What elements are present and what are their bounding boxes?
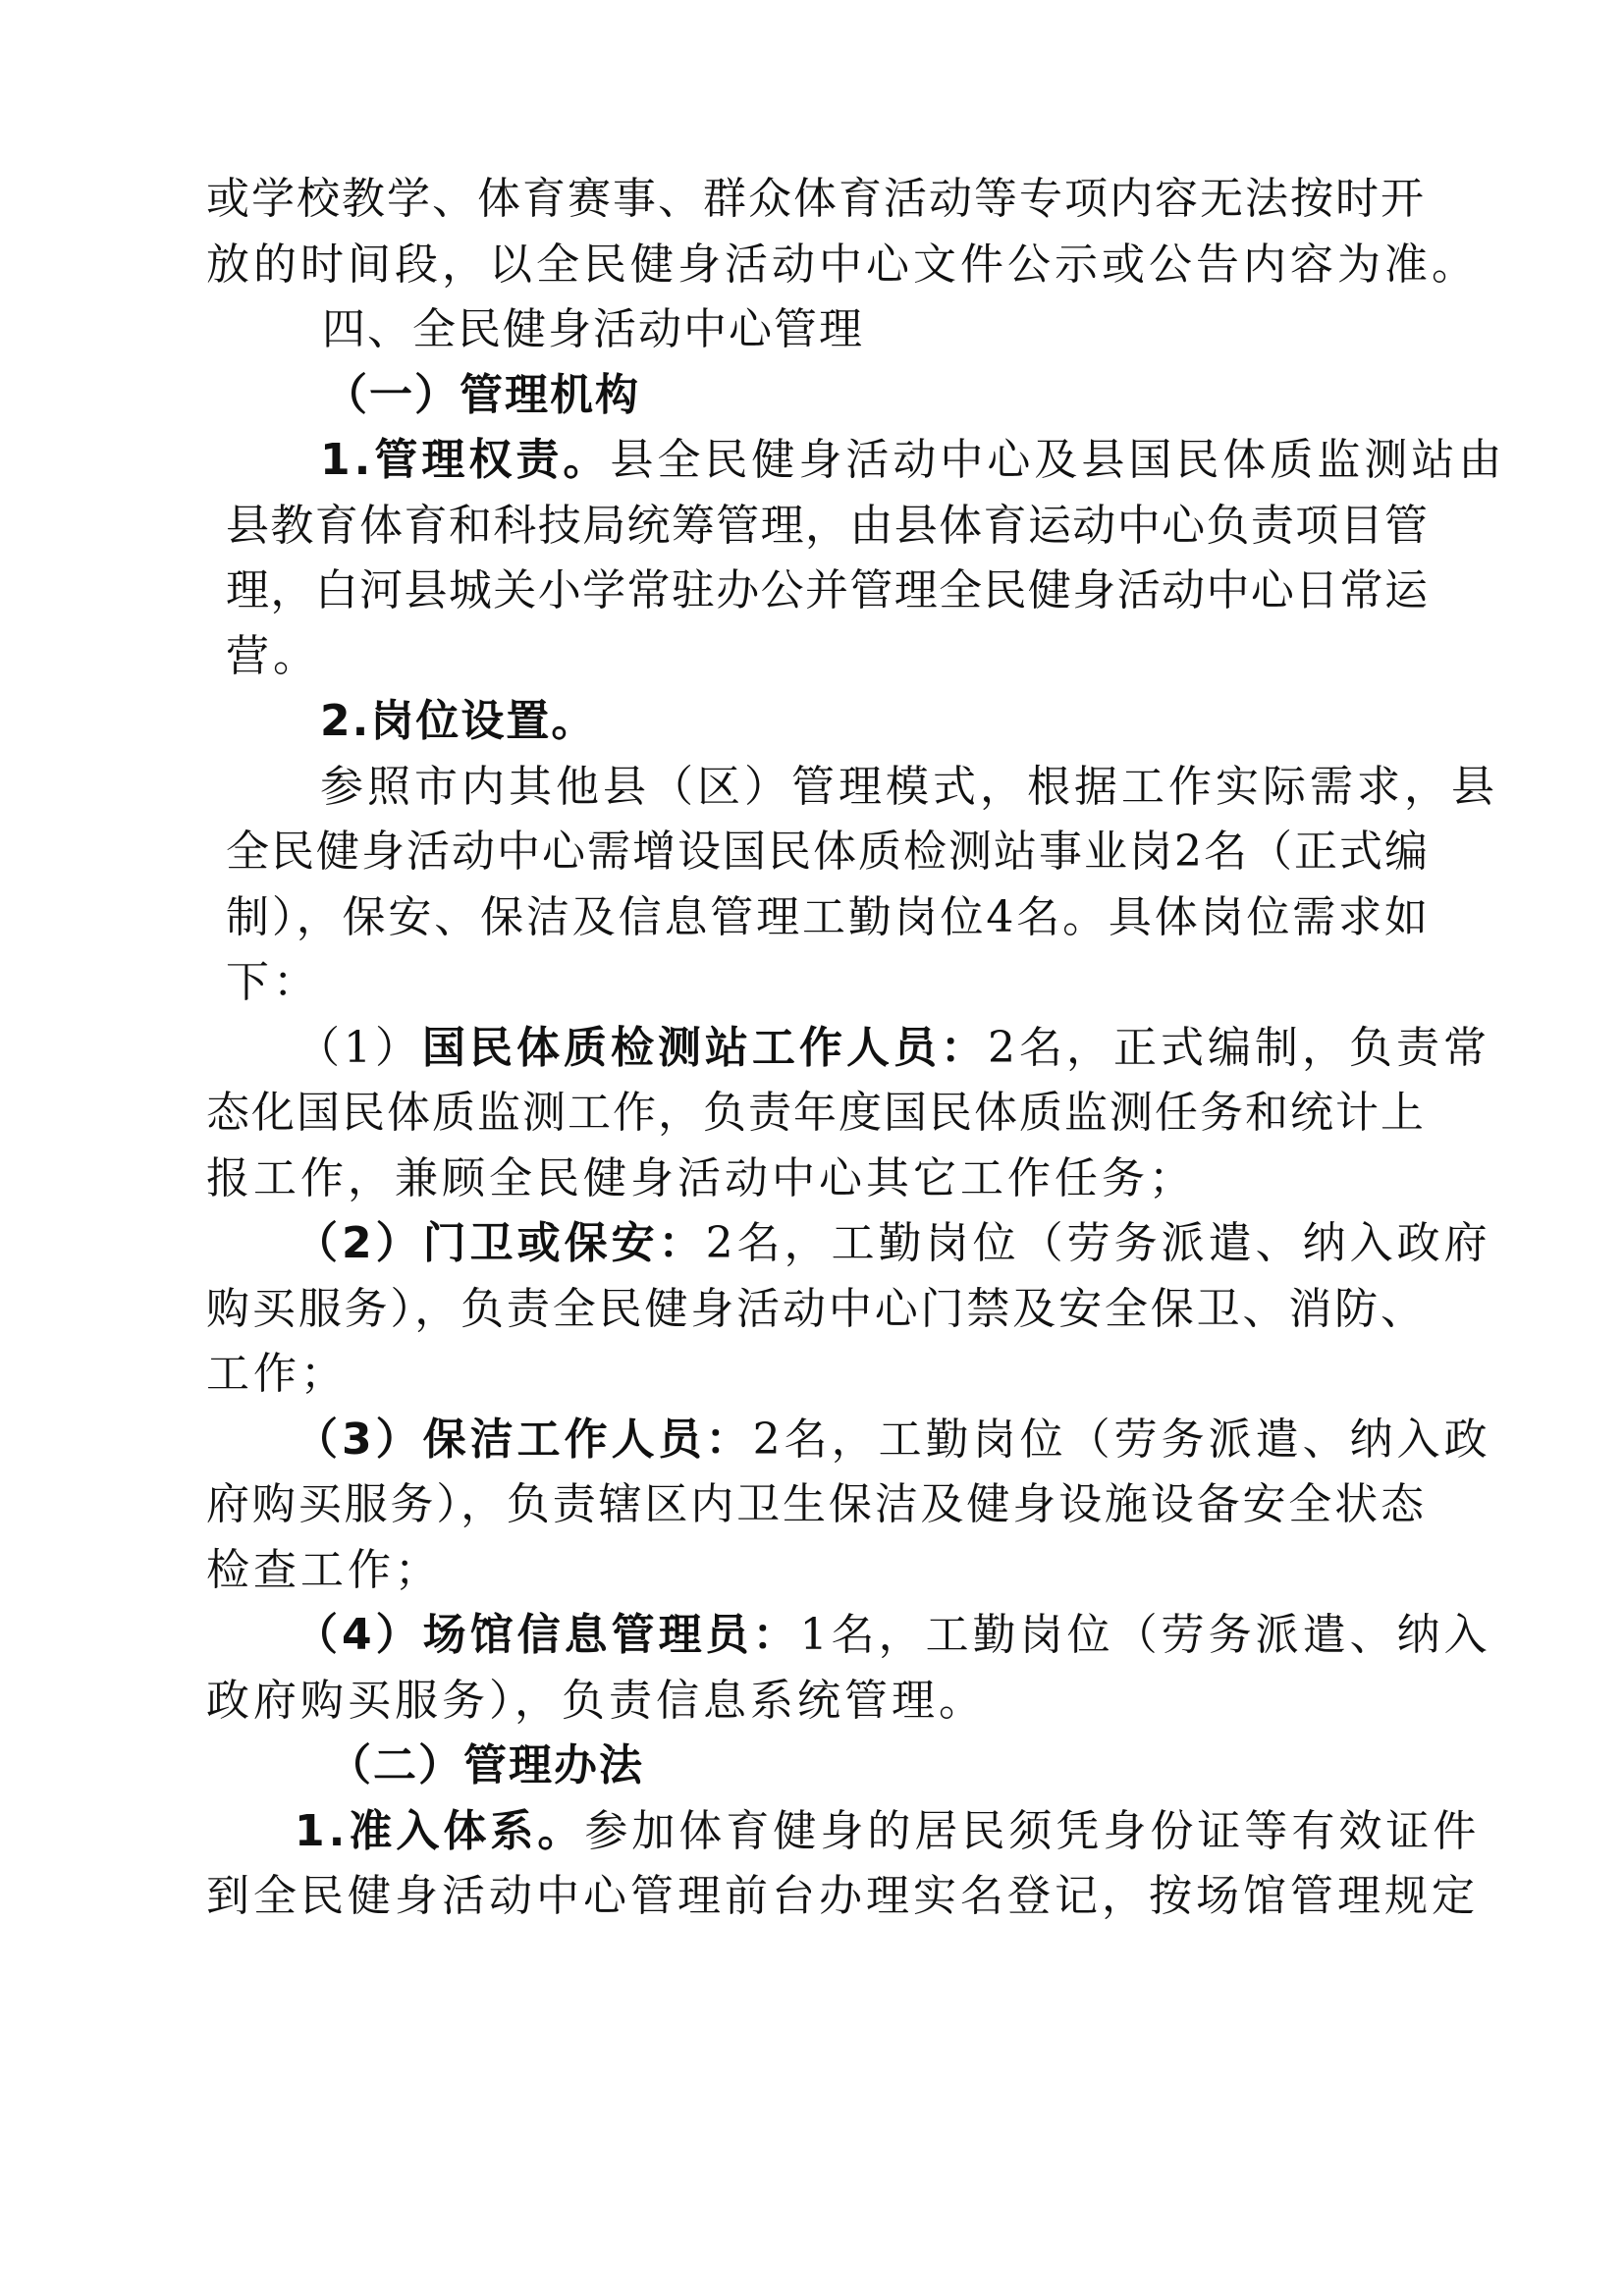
body-text-line: 检查工作； [206,1545,442,1595]
list-item-first-line [295,1606,1491,1665]
item-heading: 1.管理权责。 [320,435,611,485]
item-text: 2名，正式编制，负责常 [988,1023,1490,1073]
list-marker: （1） [297,1023,422,1073]
section-heading: 四、全民健身活动中心管理 [322,304,864,354]
body-text-line: 府购买服务），负责辖区内卫生保洁及健身设施设备安全状态 [206,1479,1424,1529]
item-heading: （2）门卫或保安： [295,1218,706,1268]
item-heading: 2.岗位设置。 [320,696,597,746]
body-text-line: 营。 [226,631,320,681]
body-text-line: 到全民健身活动中心管理前台办理实名登记，按场馆管理规定 [206,1871,1479,1921]
body-text-line: 报工作，兼顾全民健身活动中心其它工作任务； [206,1153,1196,1203]
body-text-line: 制），保安、保洁及信息管理工勤岗位4名。具体岗位需求如 [226,892,1428,942]
body-text-line: 政府购买服务），负责信息系统管理。 [206,1676,986,1726]
item-text: 参加体育健身的居民须凭身份证等有效证件 [584,1806,1481,1856]
body-text-line: 县教育体育和科技局统筹管理，由县体育运动中心负责项目管 [226,501,1428,551]
list-item-first-line [295,1411,1491,1469]
item-text: 2名，工勤岗位（劳务派遣、纳入政府 [705,1218,1491,1268]
body-text-line: 放的时间段，以全民健身活动中心文件公示或公告内容为准。 [206,240,1479,290]
body-text-line: 购买服务），负责全民健身活动中心门禁及安全保卫、消防、 [206,1284,1424,1334]
paragraph-first-line [320,431,1505,490]
paragraph-first-line: 参照市内其他县（区）管理模式，根据工作实际需求，县 [320,762,1498,812]
item-heading: （4）场馆信息管理员： [295,1610,800,1660]
body-text-line: 下： [226,957,320,1007]
subsection-heading: （一）管理机构 [324,370,640,420]
item-text: 县全民健身活动中心及县国民体质监测站由 [610,435,1506,485]
body-text-line: 理，白河县城关小学常驻办公并管理全民健身活动中心日常运 [226,565,1428,615]
paragraph-first-line [295,1802,1480,1861]
list-item-first-line [297,1019,1490,1078]
body-text-line: 态化国民体质监测工作，负责年度国民体质监测任务和统计上 [206,1088,1424,1138]
list-item-first-line [295,1214,1491,1273]
subsection-heading: （二）管理办法 [328,1740,644,1790]
item-text: 1名，工勤岗位（劳务派遣、纳入 [799,1610,1491,1660]
body-text-line: 全民健身活动中心需增设国民体质检测站事业岗2名（正式编 [226,827,1428,877]
body-text-line: 或学校教学、体育赛事、群众体育活动等专项内容无法按时开 [206,174,1424,224]
item-heading: 国民体质检测站工作人员： [422,1023,988,1073]
item-heading: （3）保洁工作人员： [295,1415,753,1465]
item-heading: 1.准入体系。 [295,1806,585,1856]
item-text: 2名，工勤岗位（劳务派遣、纳入政 [752,1415,1491,1465]
body-text-line: 工作； [206,1349,348,1399]
